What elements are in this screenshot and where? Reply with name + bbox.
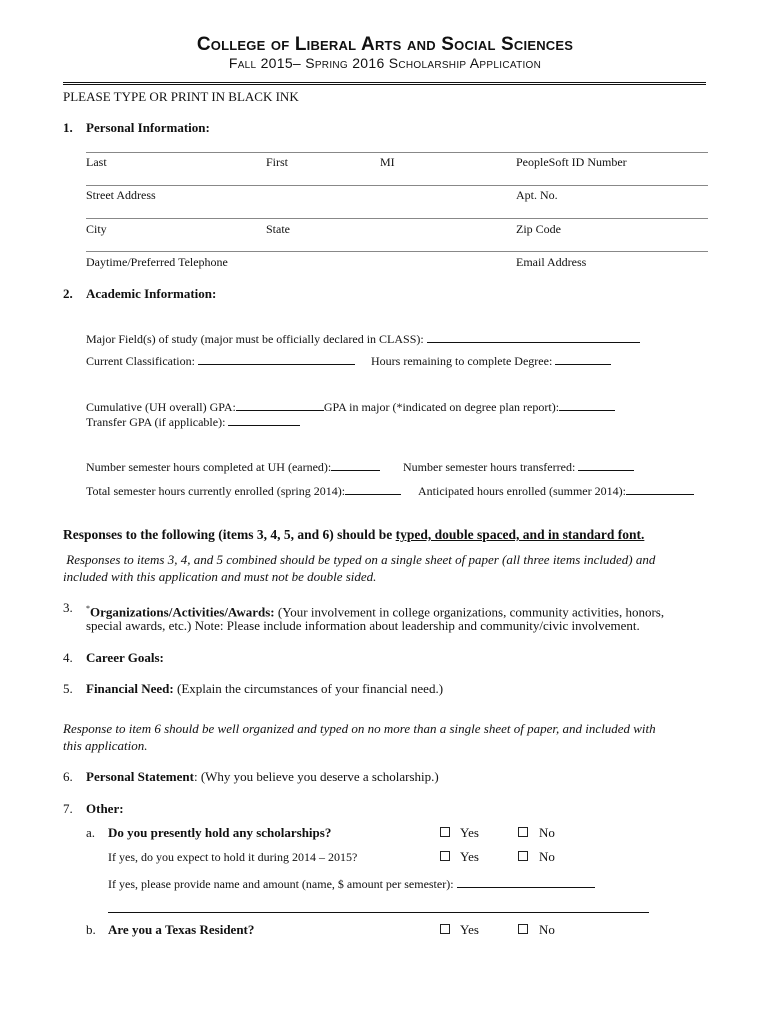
personal-row-line-4 xyxy=(86,251,708,252)
classification-row xyxy=(86,352,355,369)
anticipated-input[interactable] xyxy=(626,482,694,495)
item5-text: (Explain the circumstances of your financial need.) xyxy=(173,681,444,696)
scholarship-details-line2[interactable] xyxy=(108,912,649,913)
item7a-question: Do you presently hold any scholarships? xyxy=(108,825,332,840)
middle-initial-field[interactable]: MI xyxy=(380,155,395,169)
apt-no-field[interactable]: Apt. No. xyxy=(516,188,558,202)
ink-instruction: PLEASE TYPE OR PRINT IN BLACK INK xyxy=(63,89,299,104)
state-field[interactable]: State xyxy=(266,222,290,236)
section1-title: Personal Information: xyxy=(86,120,210,135)
major-field-input[interactable] xyxy=(427,330,640,343)
item6-number: 6. xyxy=(63,769,73,784)
item6-line xyxy=(86,769,439,785)
hours-remaining-label: Hours remaining to complete Degree: xyxy=(371,354,553,368)
hours-completed-label: Number semester hours completed at UH (earned): xyxy=(86,460,332,474)
hold-no-checkbox[interactable] xyxy=(518,851,528,861)
item5-title: Financial Need: xyxy=(86,681,174,696)
hours-transferred-input[interactable] xyxy=(578,458,634,471)
item7b-question: Are you a Texas Resident? xyxy=(108,922,255,937)
item7a-label: a. xyxy=(86,825,96,840)
item7-number: 7. xyxy=(63,801,73,816)
item3-title: Organizations/Activities/Awards: xyxy=(90,604,275,620)
street-address-field[interactable]: Street Address xyxy=(86,188,156,202)
personal-row-line-3 xyxy=(86,218,708,219)
cumulative-gpa-input[interactable] xyxy=(236,398,324,411)
scholarship-no-label: No xyxy=(539,825,555,840)
item6-text: : (Why you believe you deserve a scholarship.) xyxy=(193,769,439,784)
transfer-gpa-input[interactable] xyxy=(228,413,300,426)
responses-note-line2: included with this application and must not be double sided. xyxy=(63,569,377,584)
item5-number: 5. xyxy=(63,681,73,696)
peoplesoft-id-field[interactable]: PeopleSoft ID Number xyxy=(516,155,627,169)
item4-title: Career Goals: xyxy=(86,650,164,665)
item4-number: 4. xyxy=(63,650,73,665)
item3-asterisk: * xyxy=(86,604,90,613)
section2-number: 2. xyxy=(63,286,73,301)
item3-number: 3. xyxy=(63,600,73,615)
hours-completed-row xyxy=(86,458,380,475)
scholarship-details-label: If yes, please provide name and amount (name, $ amount per semester): xyxy=(108,877,454,891)
anticipated-label: Anticipated hours enrolled (summer 2014): xyxy=(418,484,626,498)
item3-text2: special awards, etc.) Note: Please include information about leadership and community/civic involvement. xyxy=(86,618,640,633)
hours-transferred-row xyxy=(403,458,634,475)
classification-input[interactable] xyxy=(198,352,355,365)
transfer-gpa-row xyxy=(86,413,300,430)
first-name-field[interactable]: First xyxy=(266,155,289,169)
scholarship-yes-label: Yes xyxy=(460,825,479,840)
scholarship-details-row xyxy=(108,875,595,892)
form-title: College of Liberal Arts and Social Sciences xyxy=(196,34,574,55)
hold-no-label: No xyxy=(539,849,555,864)
cumulative-gpa-label: Cumulative (UH overall) GPA: xyxy=(86,400,236,414)
email-field[interactable]: Email Address xyxy=(516,255,587,269)
responses-heading-text: Responses to the following (items 3, 4, 5, and 6) should be xyxy=(63,527,396,542)
texas-resident-no-label: No xyxy=(539,922,555,937)
major-field-row xyxy=(86,330,640,347)
major-gpa-label: GPA in major (*indicated on degree plan report): xyxy=(323,400,560,414)
texas-resident-yes-label: Yes xyxy=(460,922,479,937)
total-enrolled-row xyxy=(86,482,401,499)
major-field-label: Major Field(s) of study (major must be officially declared in CLASS): xyxy=(86,332,424,346)
scholarship-details-input[interactable] xyxy=(457,875,595,888)
scholarship-no-checkbox[interactable] xyxy=(518,827,528,837)
item5-line xyxy=(86,681,443,697)
item7-title: Other: xyxy=(86,801,124,816)
responses-heading xyxy=(63,527,644,543)
responses-heading-underlined: typed, double spaced, and in standard font. xyxy=(395,527,645,542)
classification-label: Current Classification: xyxy=(86,354,195,368)
anticipated-row xyxy=(418,482,694,499)
hold-yes-checkbox[interactable] xyxy=(440,851,450,861)
zip-code-field[interactable]: Zip Code xyxy=(516,222,561,236)
total-enrolled-label: Total semester hours currently enrolled (spring 2014): xyxy=(86,484,346,498)
item6-note-line1: Response to item 6 should be well organized and typed on no more than a single sheet of paper, and included with xyxy=(63,721,656,736)
texas-resident-no-checkbox[interactable] xyxy=(518,924,528,934)
total-enrolled-input[interactable] xyxy=(345,482,401,495)
responses-note-line1: Responses to items 3, 4, and 5 combined should be typed on a single sheet of paper (all three items included) and xyxy=(63,552,656,567)
form-subtitle: Fall 2015– Spring 2016 Scholarship Application xyxy=(228,55,542,71)
item7b-label: b. xyxy=(86,922,96,937)
transfer-gpa-label: Transfer GPA (if applicable): xyxy=(86,415,226,429)
item7a-followup: If yes, do you expect to hold it during 2014 – 2015? xyxy=(108,850,358,864)
telephone-field[interactable]: Daytime/Preferred Telephone xyxy=(86,255,228,269)
major-gpa-input[interactable] xyxy=(559,398,615,411)
header-rule xyxy=(63,82,706,85)
scholarship-yes-checkbox[interactable] xyxy=(440,827,450,837)
city-field[interactable]: City xyxy=(86,222,107,236)
section1-number: 1. xyxy=(63,120,73,135)
hold-yes-label: Yes xyxy=(460,849,479,864)
hours-transferred-label: Number semester hours transferred: xyxy=(403,460,576,474)
item3-text1: (Your involvement in college organizations, community activities, honors, xyxy=(274,604,665,620)
section2-title: Academic Information: xyxy=(86,286,217,301)
texas-resident-yes-checkbox[interactable] xyxy=(440,924,450,934)
personal-row-line-2 xyxy=(86,185,708,186)
hours-completed-input[interactable] xyxy=(331,458,380,471)
hours-remaining-row xyxy=(371,352,611,369)
hours-remaining-input[interactable] xyxy=(555,352,611,365)
personal-row-line-1 xyxy=(86,152,708,153)
last-name-field[interactable]: Last xyxy=(86,155,107,169)
item6-title: Personal Statement xyxy=(86,769,194,784)
item6-note-line2: this application. xyxy=(63,738,148,753)
